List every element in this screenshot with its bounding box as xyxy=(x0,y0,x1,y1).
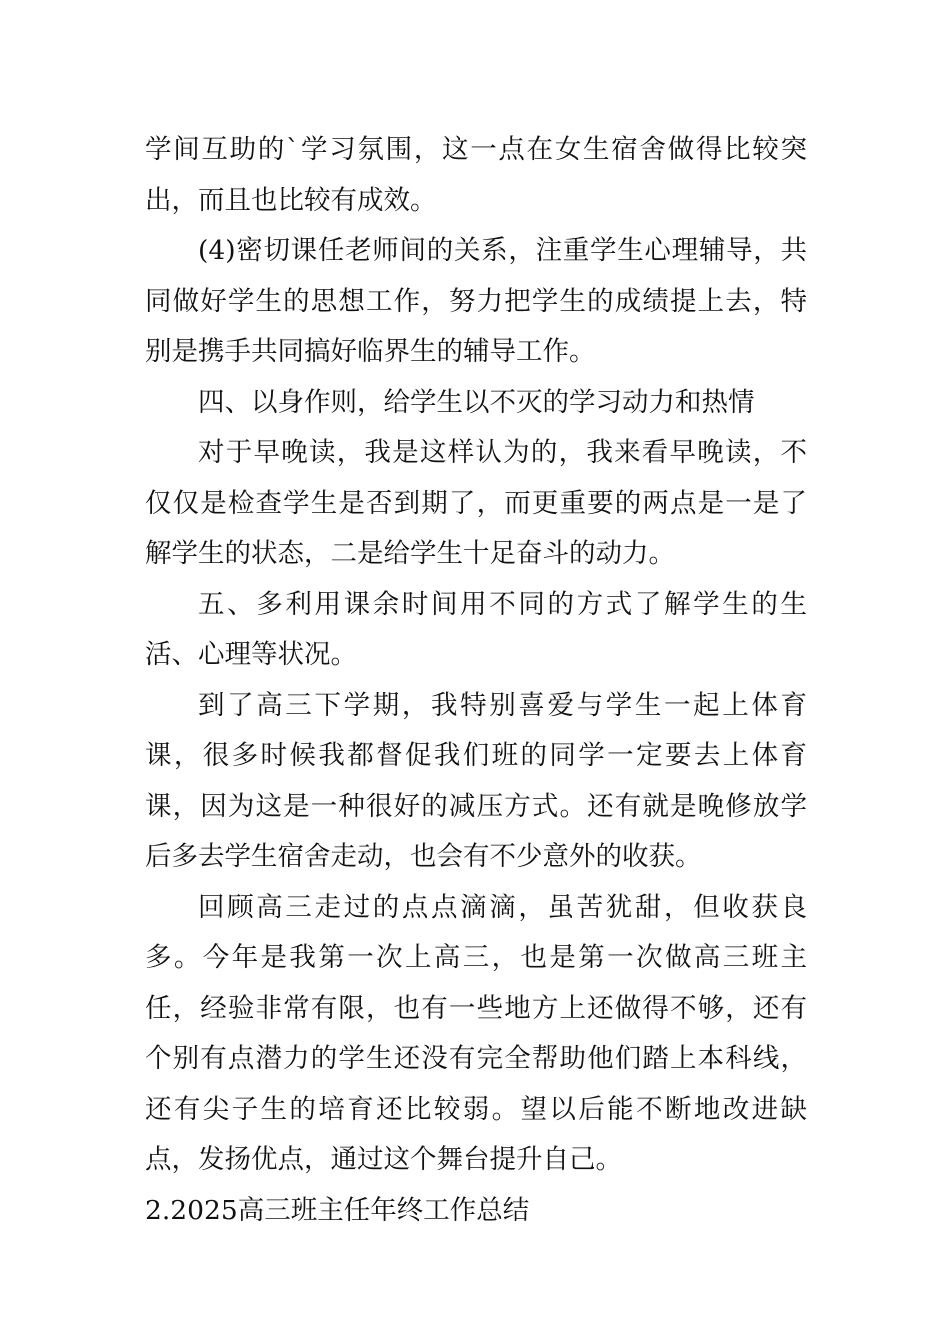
section-heading-four: 四、以身作则，给学生以不灭的学习动力和热情 xyxy=(198,386,755,418)
paragraph-morning-reading: 对于早晚读，我是这样认为的，我来看早晚读，不仅仅是检查学生是否到期了，而更重要的两点是一是了解学生的状态，二是给学生十足奋斗的动力。 xyxy=(145,437,807,569)
paragraph-review: 回顾高三走过的点点滴滴，虽苦犹甜，但收获良多。今年是我第一次上高三，也是第一次做高三班主任，经验非常有限，也有一些地方上还做得不够，还有个别有点潜力的学生还没有完全帮助他们踏上本科线，还有尖子生的培育还比较弱。望以后能不断地改进缺点，发扬优点，通过这个舞台提升自己。 xyxy=(145,891,807,1175)
section-heading-five: 五、多利用课余时间用不同的方式了解学生的生活、心理等状况。 xyxy=(145,588,807,670)
paragraph-pe-class: 到了高三下学期，我特别喜爱与学生一起上体育课，很多时候我都督促我们班的同学一定要去上体育课，因为这是一种很好的减压方式。还有就是晚修放学后多去学生宿舍走动，也会有不少意外的收获。 xyxy=(145,689,807,872)
paragraph-continuation: 学间互助的`学习氛围，这一点在女生宿舍做得比较突出，而且也比较有成效。 xyxy=(145,134,807,216)
paragraph-item-4: (4)密切课任老师间的关系，注重学生心理辅导，共同做好学生的思想工作，努力把学生的成绩提上去，特别是携手共同搞好临界生的辅导工作。 xyxy=(145,235,807,367)
document-body xyxy=(145,125,807,1236)
next-document-title: 2.2025高三班主任年终工作总结 xyxy=(145,1194,530,1226)
